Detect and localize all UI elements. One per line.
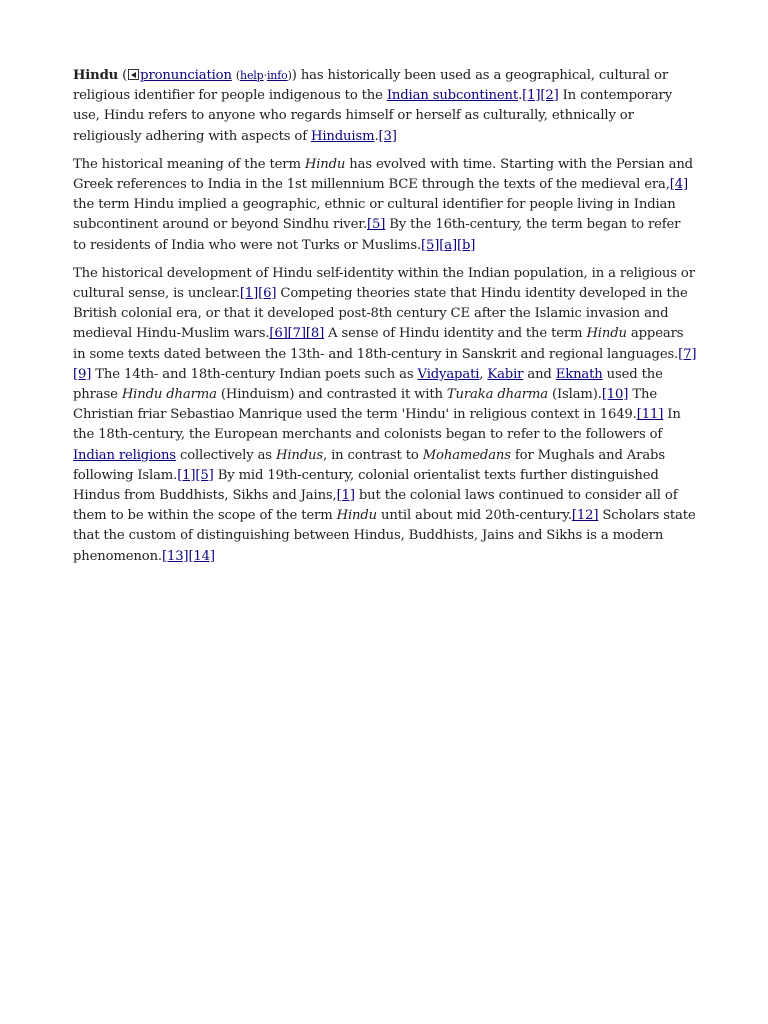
eknath-link[interactable]: Eknath	[555, 366, 603, 382]
ref-12[interactable]: [12]	[571, 508, 599, 524]
help-link[interactable]: help	[240, 69, 264, 82]
ref-13[interactable]: [13]	[161, 548, 189, 564]
ref-5[interactable]: [5]	[366, 217, 386, 233]
hinduism-link[interactable]: Hinduism	[311, 128, 375, 144]
ref-5[interactable]: [5]	[195, 467, 214, 483]
ref-a[interactable]: [a]	[439, 237, 457, 253]
vidyapati-link[interactable]: Vidyapati	[417, 366, 480, 382]
ref-5[interactable]: [5]	[421, 237, 440, 253]
indian-religions-link[interactable]: Indian religions	[73, 447, 176, 463]
ref-3[interactable]: [3]	[378, 128, 397, 144]
indian-subcontinent-link[interactable]: Indian subcontinent	[386, 88, 519, 104]
ref-10[interactable]: [10]	[601, 387, 629, 403]
ref-2[interactable]: [2]	[540, 88, 559, 104]
ref-1[interactable]: [1]	[522, 88, 541, 104]
ref-9[interactable]: [9]	[73, 366, 92, 382]
paragraph-3: The historical development of Hindu self-identity within the Indian population, in a religious or cultural sense, is unclear.[1][6] Competing theories state that Hindu identity developed in the British colonial era, or that it developed post-8th century CE after the Islamic invasion and medieval Hindu-Muslim wars.[6][7][8] A sense of Hindu identity and the term Hindu appears in some texts dated between the 13th- and 18th-century in Sanskrit and regional languages.[7][9] The 14th- and 18th-century Indian poets such as Vidyapati, Kabir and Eknath used the phrase Hindu dharma (Hinduism) and contrasted it with Turaka dharma (Islam).[10] The Christian friar Sebastiao Manrique used the term 'Hindu' in religious context in 1649.[11] In the 18th-century, the European merchants and colonists began to refer to the followers of Indian religions collectively as Hindus, in contrast to Mohamedans for Mughals and Arabs following Islam.[1][5] By mid 19th-century, colonial orientalist texts further distinguished Hindus from Buddhists, Sikhs and Jains,[1] but the colonial laws continued to consider all of them to be within the scope of the term Hindu until about mid 20th-century.[12] Scholars state that the custom of distinguishing between Hindus, Buddhists, Jains and Sikhs is a modern phenomenon.[13][14]	[73, 265, 697, 564]
paragraph-2: The historical meaning of the term Hindu has evolved with time. Starting with the Persian and Greek references to India in the 1st millennium BCE through the texts of the medieval era,[4] the term Hindu implied a geographic, ethnic or cultural identifier for people living in Indian subcontinent around or beyond Sindhu river.[5] By the 16th-century, the term began to refer to residents of India who were not Turks or Muslims.[5][a][b]	[73, 156, 693, 253]
ref-1[interactable]: [1]	[336, 488, 355, 504]
ref-1[interactable]: [1]	[239, 286, 259, 302]
ref-6[interactable]: [6]	[269, 326, 288, 342]
ref-4[interactable]: [4]	[669, 177, 689, 193]
ref-7[interactable]: [7]	[287, 326, 306, 342]
paragraph-1: Hindu ( pronunciation (help·info)) has historically been used as a geographical, cultural or religious identifier for people indigenous to the Indian subcontinent.[1][2] In contemporary use, Hindu refers to anyone who regards himself or herself as culturally, ethnically or religiously adhering with aspects of Hinduism.[3]	[73, 68, 672, 144]
term-hindu: Hindu	[73, 68, 119, 83]
ref-6[interactable]: [6]	[258, 286, 277, 302]
ref-7[interactable]: [7]	[678, 346, 697, 362]
article-body	[73, 66, 697, 575]
ref-11[interactable]: [11]	[636, 407, 664, 423]
ref-8[interactable]: [8]	[305, 326, 325, 342]
ref-1[interactable]: [1]	[177, 467, 196, 483]
kabir-link[interactable]: Kabir	[487, 366, 524, 382]
info-link[interactable]: info	[266, 69, 288, 82]
ref-b[interactable]: [b]	[456, 237, 476, 253]
ref-14[interactable]: [14]	[188, 548, 215, 564]
pronunciation-link[interactable]: pronunciation	[140, 68, 232, 83]
speaker-icon[interactable]	[128, 69, 139, 80]
